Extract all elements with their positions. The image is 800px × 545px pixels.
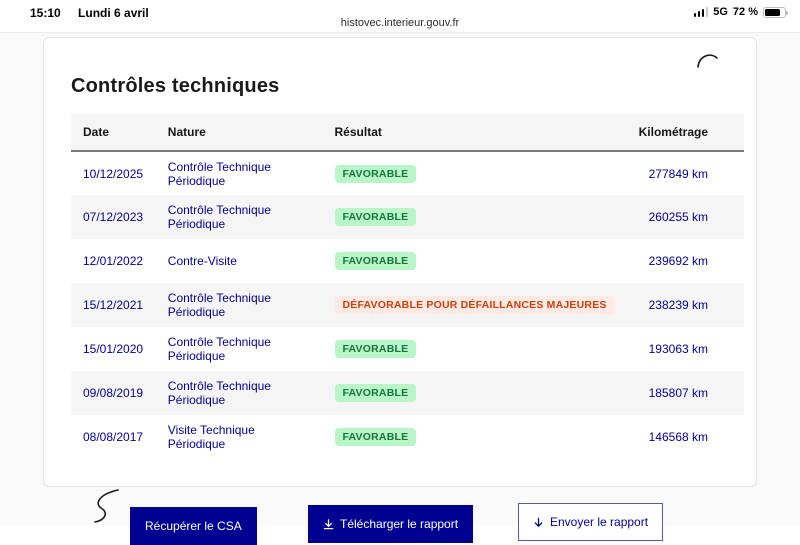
ct-nature-cell: Contrôle Technique Périodique xyxy=(156,283,323,327)
header-date: Date xyxy=(71,114,156,151)
table-header-row xyxy=(71,114,744,151)
inspections-table xyxy=(71,114,744,459)
result-badge: FAVORABLE xyxy=(335,428,417,446)
action-button-label: Télécharger le rapport xyxy=(340,517,459,531)
ct-result-cell xyxy=(323,283,627,327)
header-resultat: Résultat xyxy=(323,114,627,151)
ct-result-cell xyxy=(323,239,627,283)
ct-result-cell xyxy=(323,151,627,195)
date-label: Lundi 6 avril xyxy=(78,6,149,20)
address-bar[interactable]: histovec.interieur.gouv.fr xyxy=(340,17,460,29)
page-title: Contrôles techniques xyxy=(71,75,280,97)
ct-km-cell: 193063 km xyxy=(648,342,708,356)
result-badge: FAVORABLE xyxy=(335,252,417,270)
ct-result-cell xyxy=(323,415,627,459)
ct-result-cell xyxy=(323,371,627,415)
table-row[interactable] xyxy=(71,195,744,239)
ct-date-cell: 15/01/2020 xyxy=(83,342,144,356)
controles-techniques-card xyxy=(43,37,757,487)
result-badge: FAVORABLE xyxy=(335,208,417,226)
ct-date-cell: 15/12/2021 xyxy=(71,283,156,327)
ct-km-cell: 239692 km xyxy=(648,254,708,268)
ct-nature-cell: Contrôle Technique Périodique xyxy=(167,159,271,188)
ct-km-cell: 238239 km xyxy=(627,283,744,327)
ct-nature-cell: Contrôle Technique Périodique xyxy=(156,371,323,415)
action-button-2[interactable] xyxy=(308,505,473,543)
ct-km-cell: 185807 km xyxy=(627,371,744,415)
ct-result-cell xyxy=(323,327,627,371)
inspections-table-wrap xyxy=(71,114,744,459)
table-row[interactable] xyxy=(71,239,744,283)
status-right xyxy=(694,6,786,18)
table-row[interactable] xyxy=(71,151,744,195)
ct-km-cell: 277849 km xyxy=(648,166,708,181)
cellular-signal-icon xyxy=(694,7,709,17)
ct-nature-cell: Contrôle Technique Périodique xyxy=(156,195,323,239)
header-nature: Nature xyxy=(156,114,323,151)
decorative-curve-top-right xyxy=(696,50,720,70)
action-button-label: Envoyer le rapport xyxy=(550,515,649,529)
ct-nature-cell: Contre-Visite xyxy=(167,254,237,268)
ct-date-cell: 09/08/2019 xyxy=(71,371,156,415)
battery-icon xyxy=(763,7,786,18)
table-row[interactable] xyxy=(71,371,744,415)
result-badge: FAVORABLE xyxy=(335,384,417,402)
action-button-3[interactable] xyxy=(518,503,663,541)
status-bar xyxy=(0,0,800,33)
table-row[interactable] xyxy=(71,283,744,327)
ct-date-cell: 12/01/2022 xyxy=(83,254,144,268)
result-badge: FAVORABLE xyxy=(335,165,417,183)
ct-result-cell xyxy=(323,195,627,239)
ct-km-cell: 146568 km xyxy=(648,430,708,444)
table-row[interactable] xyxy=(71,327,744,371)
ct-date-cell: 08/08/2017 xyxy=(83,430,144,444)
action-button-1[interactable] xyxy=(130,507,257,545)
network-type-label: 5G xyxy=(713,6,728,18)
action-button-label: Récupérer le CSA xyxy=(145,519,242,533)
battery-percent-label: 72 % xyxy=(732,6,758,18)
ct-date-cell: 10/12/2025 xyxy=(83,166,144,181)
header-kilometrage: Kilométrage xyxy=(627,114,744,151)
ct-nature-cell: Contrôle Technique Périodique xyxy=(167,335,271,363)
clock: 15:10 xyxy=(30,6,61,20)
ct-km-cell: 260255 km xyxy=(627,195,744,239)
table-row[interactable] xyxy=(71,415,744,459)
ct-date-cell: 07/12/2023 xyxy=(71,195,156,239)
result-badge: DÉFAVORABLE POUR DÉFAILLANCES MAJEURES xyxy=(335,296,615,314)
result-badge: FAVORABLE xyxy=(335,340,417,358)
ct-nature-cell: Visite Technique Périodique xyxy=(167,423,255,451)
